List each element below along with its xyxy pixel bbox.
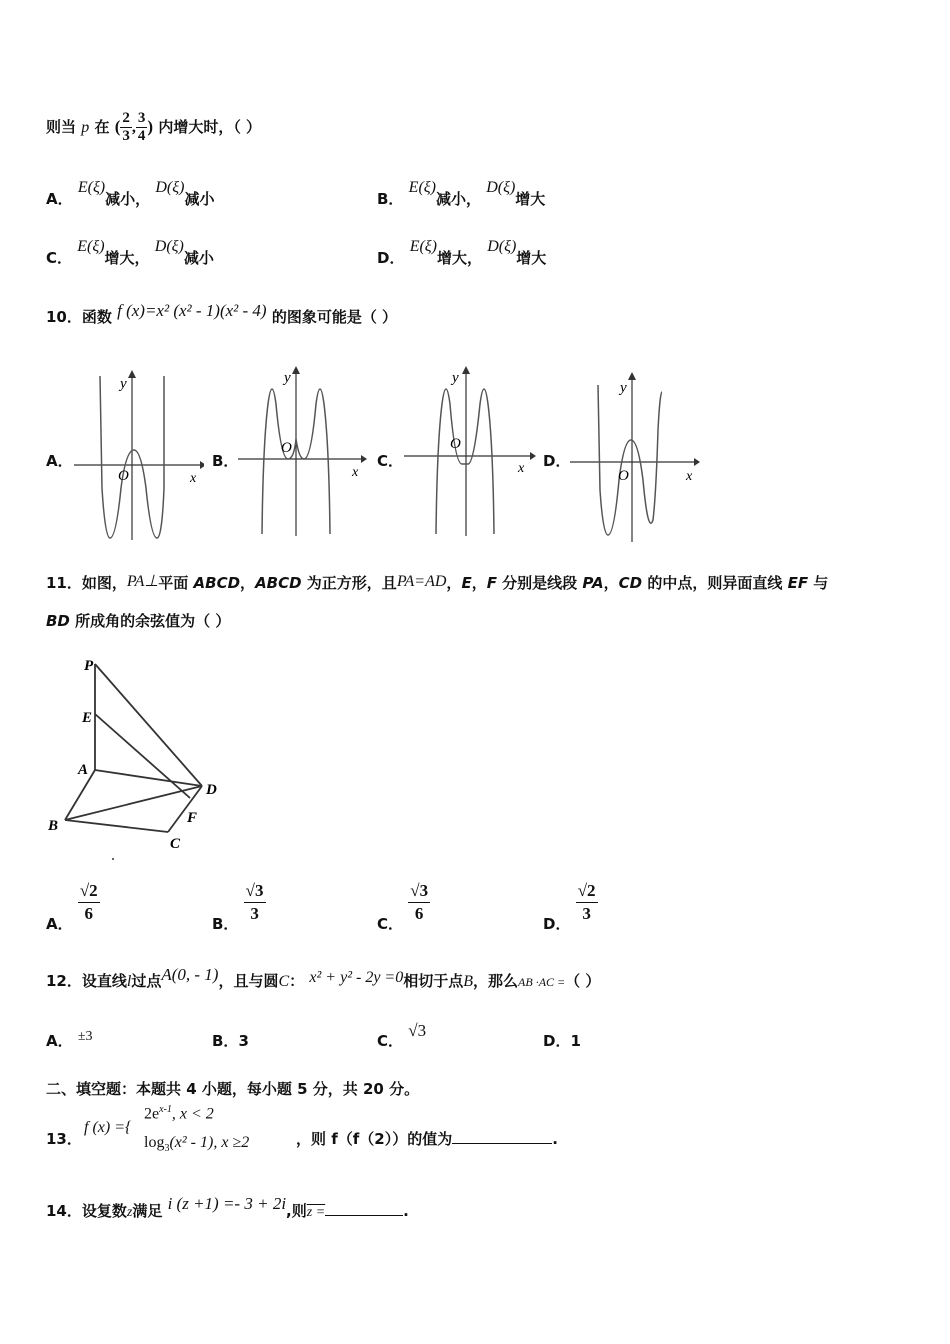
q10-graph-a	[72, 368, 204, 543]
q10-graph-a-letter: A．	[46, 452, 73, 470]
q13-tail: ，则 f（f（2））的值为 .	[296, 1130, 558, 1148]
q12-option-a: A． ±3	[46, 1029, 93, 1050]
q9-option-a: A． E(ξ)减小， D(ξ)减小	[46, 179, 215, 208]
section-2-heading: 二、填空题：本题共 4 小题，每小题 5 分，共 20 分。	[46, 1080, 420, 1098]
q11-option-d: D． $\frac{√2}{3}$	[543, 881, 596, 933]
q10-graph-c-letter: C．	[377, 452, 404, 470]
q11-option-c: C． $\frac{√3}{6}$	[377, 881, 429, 933]
label-d: D	[206, 782, 217, 798]
q11-option-a: A． $\frac{√2}{6}$	[46, 881, 98, 933]
q14-stem: 14．设复数z满足 i (z +1) =- 3 + 2i,则z = .	[46, 1194, 409, 1220]
q13-number: 13．	[46, 1130, 82, 1148]
q11-option-b: B． $\frac{√3}{3}$	[212, 881, 264, 933]
q11-pyramid-figure	[40, 650, 230, 865]
x-label: x	[190, 471, 197, 486]
curve-c	[436, 389, 494, 534]
x-label: x	[518, 461, 525, 476]
interval-fraction-1: $\frac{2}{3}$	[122, 110, 130, 144]
q11-stem-line1: 11．如图，PA⊥平面 ABCD，ABCD 为正方形，且PA=AD，E，F 分别是线段 PA，CD 的中点，则异面直线 EF 与	[46, 573, 829, 592]
q10-graph-b	[236, 364, 368, 539]
origin-label: O	[450, 436, 461, 452]
q10-graph-d	[568, 370, 702, 545]
x-label: x	[352, 465, 359, 480]
label-a: A	[78, 762, 89, 778]
origin-label: O	[281, 440, 292, 456]
q11-stem-line2: BD 所成角的余弦值为（ ）	[46, 612, 231, 630]
q12-option-b: B．3	[212, 1032, 249, 1050]
y-label: y	[620, 380, 627, 396]
x-label: x	[686, 469, 693, 484]
q9-stem: 则当 p 在 ( $\frac{2}{3}$ , $\frac{3}{4}$ ) 内增大时，（ ）	[46, 110, 262, 144]
q12-stem: 12．设直线l过点A(0, - 1)，且与圆C： x² + y² - 2y =0相切于点B，那么AB ·AC =（ ）	[46, 965, 601, 990]
q9-option-d: D． E(ξ)增大， D(ξ)增大	[377, 238, 547, 267]
q14-answer-blank[interactable]	[325, 1201, 403, 1216]
q13-case2: $\log_3(x^2 - 1)$, x ≥2	[144, 1134, 250, 1155]
q10-graph-c	[402, 364, 538, 539]
q10-graph-b-letter: B．	[212, 452, 239, 470]
y-label: y	[284, 370, 291, 386]
label-f: F	[187, 810, 198, 826]
q9-option-c: C． E(ξ)增大， D(ξ)减小	[46, 238, 214, 267]
y-label: y	[452, 370, 459, 386]
q12-option-d: D．1	[543, 1032, 581, 1050]
q12-option-c: C． √3	[377, 1021, 427, 1050]
label-c: C	[170, 836, 181, 852]
q10-formula: f (x)=x² (x² - 1)(x² - 4)	[117, 301, 267, 320]
q13-answer-blank[interactable]	[452, 1129, 552, 1144]
label-p: P	[84, 658, 94, 674]
q13-fx: f (x) ={	[84, 1119, 132, 1136]
label-e: E	[82, 710, 93, 726]
interval-fraction-2: $\frac{3}{4}$	[137, 110, 146, 144]
q13-case1: $2e^{x-1}$, x < 2	[144, 1104, 214, 1123]
q10-stem: 10．函数 f (x)=x² (x² - 1)(x² - 4) 的图象可能是（ ）	[46, 301, 398, 326]
origin-label: O	[618, 468, 629, 484]
q9-option-b: B． E(ξ)减小， D(ξ)增大	[377, 179, 546, 208]
q10-graph-d-letter: D．	[543, 452, 571, 470]
curve-d	[598, 385, 662, 535]
label-b: B	[48, 818, 59, 834]
origin-label: O	[118, 468, 129, 484]
y-label: y	[120, 376, 127, 392]
